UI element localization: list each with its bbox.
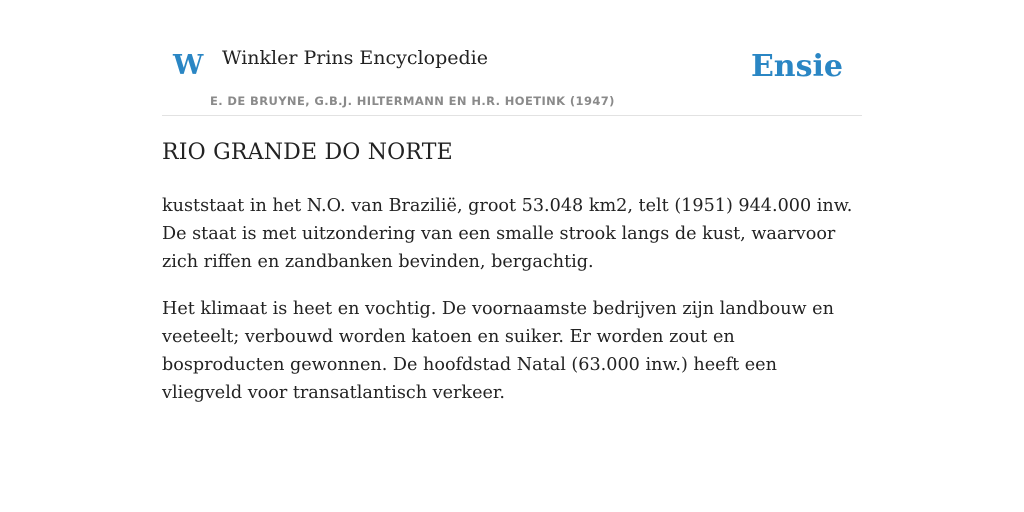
publication-title-link[interactable]: Winkler Prins Encyclopedie — [222, 47, 488, 69]
article-paragraph-2: Het klimaat is heet en vochtig. De voornaamste bedrijven zijn landbouw en veeteelt; verbouwd worden katoen en suiker. Er worden zout en bosproducten gewonnen. De hoofdstad Natal (63.000 inw.) heeft een vliegveld voor transatlantisch verkeer. — [162, 299, 834, 403]
article-title: RIO GRANDE DO NORTE — [162, 140, 453, 165]
article-paragraph-1: kuststaat in het N.O. van Brazilië, groot 53.048 km2, telt (1951) 944.000 inw. De staat is met uitzondering van een smalle strook langs de kust, waarvoor zich riffen en zandbanken bevinden, bergachtig. — [162, 196, 853, 272]
ensie-logo-link[interactable]: Ensie — [750, 49, 843, 84]
publication-authors: E. DE BRUYNE, G.B.J. HILTERMANN EN H.R. HOETINK (1947) — [210, 94, 615, 108]
article-body — [162, 192, 862, 426]
publication-logo-icon[interactable]: W — [173, 50, 204, 81]
source-header — [162, 38, 862, 116]
